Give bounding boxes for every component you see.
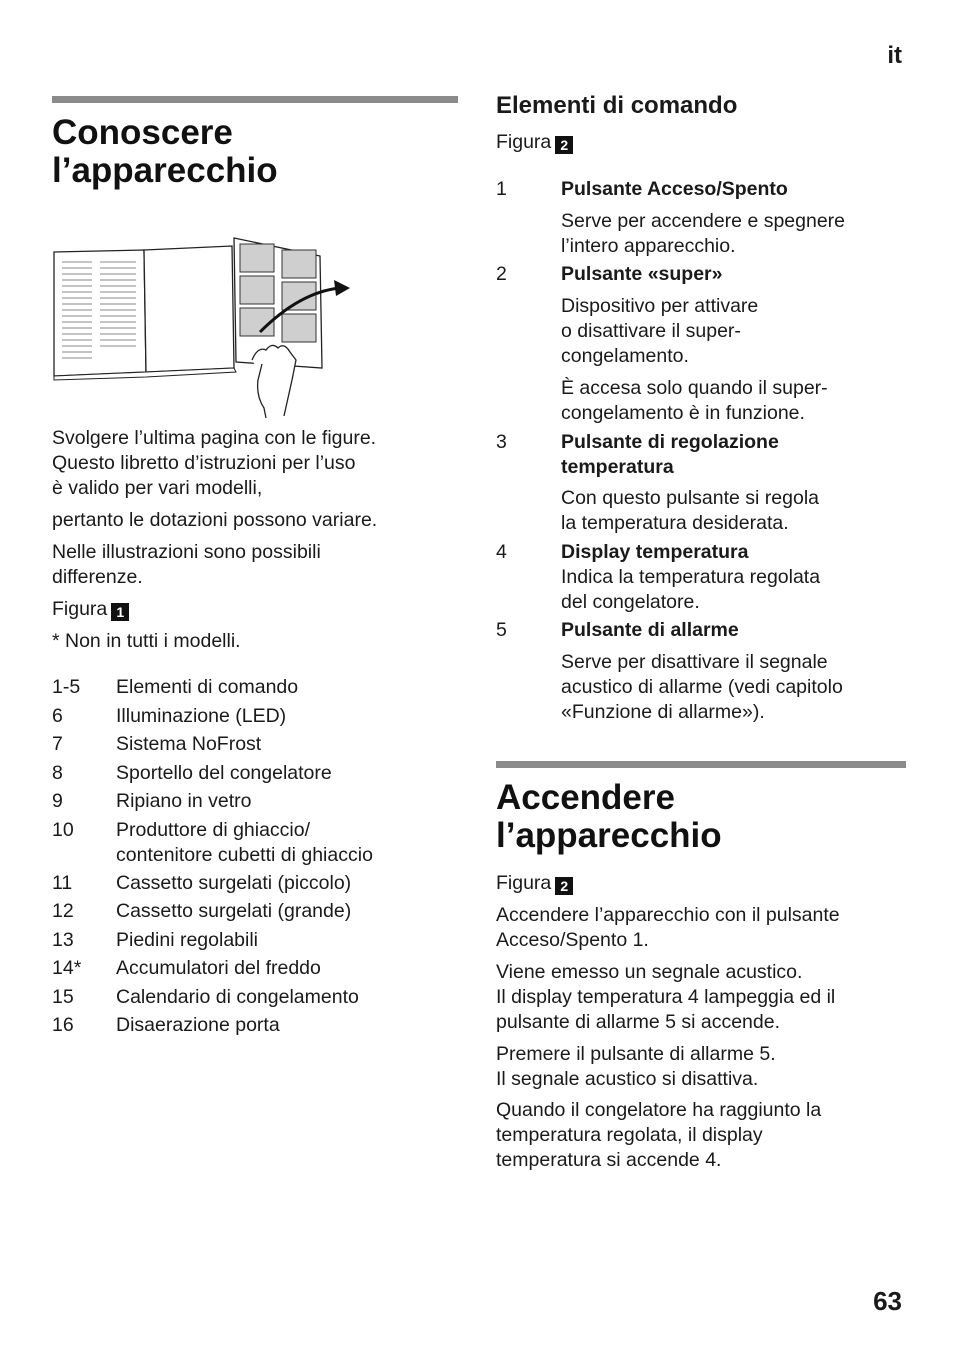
paragraph-alarm-button	[496, 1042, 906, 1092]
item-text: Sportello del congelatore	[116, 762, 332, 784]
footnote: * Non in tutti i modelli.	[52, 630, 241, 652]
intro-paragraph-3	[52, 540, 458, 590]
control-description: congelamento è in funzione.	[561, 402, 805, 424]
control-description: «Funzione di allarme»).	[561, 701, 765, 723]
item-text: Disaerazione porta	[116, 1014, 280, 1036]
control-description: Indica la temperatura regolata	[561, 566, 821, 588]
text-line: pulsante di allarme 5 si accende.	[496, 1011, 780, 1033]
item-text: Illuminazione (LED)	[116, 705, 287, 727]
item-number: 15	[52, 986, 74, 1008]
text-line: Accendere l’apparecchio con il pulsante	[496, 904, 840, 926]
item-text: Ripiano in vetro	[116, 790, 252, 812]
figure-number-badge: 2	[555, 136, 573, 154]
title-line: Accendere	[496, 778, 675, 817]
item-text: Accumulatori del freddo	[116, 957, 321, 979]
item-number: 11	[52, 872, 73, 894]
item-text: contenitore cubetti di ghiaccio	[116, 844, 373, 866]
control-title: Pulsante «super»	[561, 263, 723, 285]
text-line: Quando il congelatore ha raggiunto la	[496, 1099, 822, 1121]
text-line: Acceso/Spento 1.	[496, 929, 649, 951]
item-number: 1-5	[52, 676, 81, 698]
figure-reference	[496, 871, 906, 896]
control-title: Pulsante Acceso/Spento	[561, 178, 788, 200]
figure-reference	[496, 130, 906, 155]
control-number: 5	[496, 619, 507, 641]
text-line: temperatura regolata, il display	[496, 1124, 763, 1146]
title-line: Conoscere	[52, 113, 233, 152]
text-line: temperatura si accende 4.	[496, 1149, 722, 1171]
item-text: Cassetto surgelati (grande)	[116, 900, 352, 922]
language-tag: it	[887, 42, 902, 69]
figure-number-badge: 2	[555, 877, 573, 895]
control-description: Serve per disattivare il segnale	[561, 651, 828, 673]
item-text: Calendario di congelamento	[116, 986, 359, 1008]
item-text: Produttore di ghiaccio/	[116, 819, 311, 841]
text-line: Questo libretto d’istruzioni per l’uso	[52, 452, 356, 474]
text-line: Il display temperatura 4 lampeggia ed il	[496, 986, 836, 1008]
title-line: l’apparecchio	[52, 151, 278, 190]
section-title-accendere	[496, 779, 906, 855]
figure-label: Figura	[496, 872, 552, 894]
control-title: Pulsante di allarme	[561, 619, 739, 641]
control-title: Pulsante di regolazione	[561, 431, 779, 453]
booklet-illustration	[52, 230, 352, 420]
control-number: 2	[496, 263, 507, 285]
control-description: del congelatore.	[561, 591, 700, 613]
control-description: o disattivare il super-	[561, 320, 741, 342]
control-description: acustico di allarme (vedi capitolo	[561, 676, 843, 698]
section-rule-left	[52, 96, 458, 103]
item-number: 10	[52, 819, 74, 841]
figure-number-badge: 1	[111, 603, 129, 621]
item-number: 6	[52, 705, 63, 727]
title-line: l’apparecchio	[496, 816, 722, 855]
text-line: è valido per vari modelli,	[52, 477, 263, 499]
intro-paragraph-1	[52, 426, 458, 501]
control-number: 3	[496, 431, 507, 453]
text-line: Nelle illustrazioni sono possibili	[52, 541, 321, 563]
figure-reference	[52, 597, 458, 622]
control-number: 4	[496, 541, 507, 563]
paragraph-switch-on	[496, 903, 906, 953]
item-text: Piedini regolabili	[116, 929, 259, 951]
item-number: 13	[52, 929, 74, 951]
item-number: 7	[52, 733, 63, 755]
item-number: 12	[52, 900, 74, 922]
control-description: congelamento.	[561, 345, 689, 367]
control-title: temperatura	[561, 456, 674, 478]
control-description: Serve per accendere e spegnere	[561, 210, 846, 232]
parts-list	[52, 675, 458, 1045]
intro-paragraph-2: pertanto le dotazioni possono variare.	[52, 509, 378, 531]
item-text: Elementi di comando	[116, 676, 299, 698]
text-line: Svolgere l’ultima pagina con le figure.	[52, 427, 377, 449]
page-number: 63	[873, 1286, 902, 1316]
text-line: Premere il pulsante di allarme 5.	[496, 1043, 776, 1065]
text-line: differenze.	[52, 566, 143, 588]
control-description: la temperatura desiderata.	[561, 512, 789, 534]
control-title: Display temperatura	[561, 541, 749, 563]
item-number: 14*	[52, 957, 82, 979]
item-number: 9	[52, 790, 63, 812]
figure-label: Figura	[52, 598, 108, 620]
section-rule-right	[496, 761, 906, 768]
control-number: 1	[496, 178, 507, 200]
paragraph-temperature-reached	[496, 1098, 906, 1173]
control-description: È accesa solo quando il super-	[561, 377, 828, 399]
item-number: 8	[52, 762, 63, 784]
section-title-conoscere	[52, 114, 458, 190]
item-number: 16	[52, 1014, 74, 1036]
subheading-elementi-di-comando: Elementi di comando	[496, 92, 738, 119]
item-text: Sistema NoFrost	[116, 733, 262, 755]
control-description: Con questo pulsante si regola	[561, 487, 820, 509]
item-text: Cassetto surgelati (piccolo)	[116, 872, 352, 894]
paragraph-acoustic-signal	[496, 960, 906, 1035]
text-line: Il segnale acustico si disattiva.	[496, 1068, 759, 1090]
control-description: l’intero apparecchio.	[561, 235, 736, 257]
control-description: Dispositivo per attivare	[561, 295, 759, 317]
text-line: Viene emesso un segnale acustico.	[496, 961, 803, 983]
controls-list	[496, 177, 906, 737]
figure-label: Figura	[496, 131, 552, 153]
